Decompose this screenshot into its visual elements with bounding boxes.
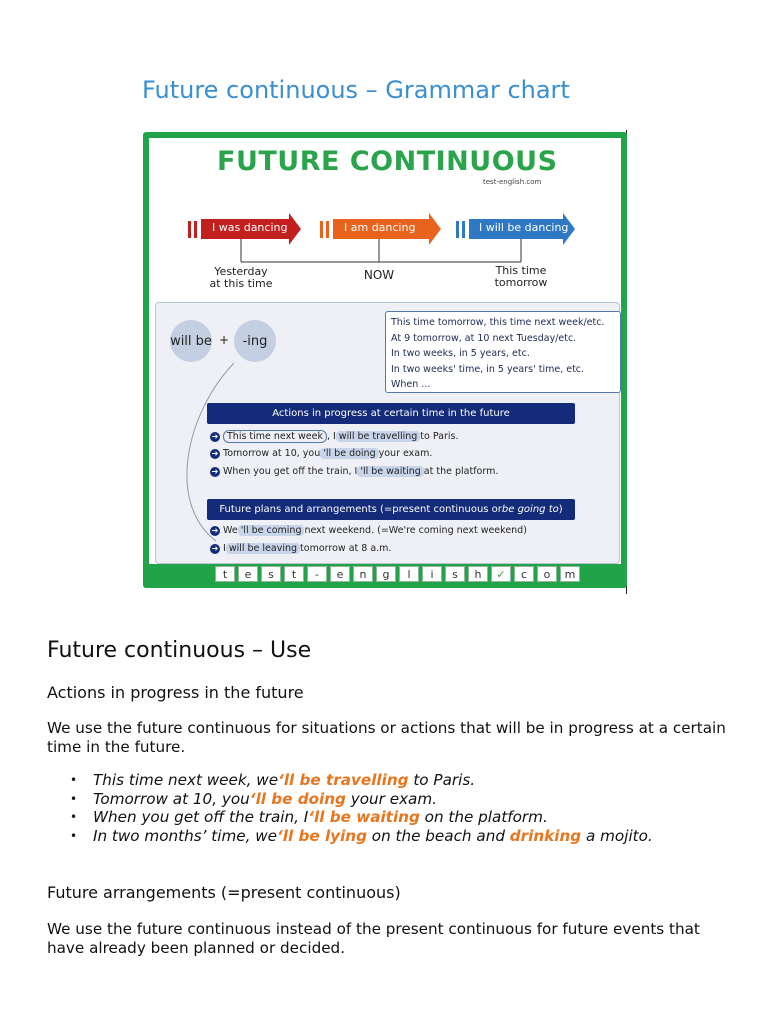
past-time-label: Yesterday at this time [209,265,273,290]
formula-will-be: will be [170,320,212,362]
time-expressions-box [385,311,621,393]
present-stripe [320,221,323,238]
time-expression: In two weeks' time, in 5 years' time, etc. [391,363,585,375]
example-row: ➔ This time next week , I will be travelling to Paris. [211,431,459,442]
time-expression: This time tomorrow, this time next week/etc. [391,317,605,328]
paragraph-progress: We use the future continuous for situations or actions that will be in progress at a certain time in the future. [47,719,726,756]
section1-title: Actions in progress at certain time in the future [207,403,575,424]
sub-heading-progress: Actions in progress in the future [47,683,304,702]
example-row: ➔ When you get off the train, I 'll be waiting at the platform. [211,466,499,477]
example-row: ➔ We 'll be coming next weekend. (=We're coming next weekend) [211,525,527,536]
brand-small: test-english.com [483,178,542,186]
chart-title: FUTURE CONTINUOUS [217,146,558,177]
future-stripe [462,221,465,238]
future-time-label: This time tomorrow [494,264,548,289]
brand-strip: t e s t - e n g l i s h ✓ c o m [215,566,580,582]
list-item: • This time next week, we‘ll be travelling to Paris. [70,771,710,790]
past-stripe [194,221,197,238]
paragraph-arrangements: We use the future continuous instead of the present continuous for future events that have already been planned or decided. [47,920,700,957]
page-title: Future continuous – Grammar chart [142,76,570,104]
example-row: ➔ I will be leaving tomorrow at 8 a.m. [211,543,392,554]
arrow-icon: ➔ [211,525,219,535]
arrow-icon: ➔ [211,543,219,553]
arrow-icon: ➔ [211,448,219,458]
use-heading: Future continuous – Use [47,638,312,663]
present-stripe [326,221,329,238]
usage-panel [155,302,620,564]
list-item: • Tomorrow at 10, you‘ll be doing your exam. [70,790,710,809]
example-list [70,771,710,845]
now-label: NOW [363,268,395,282]
arrow-icon: ➔ [211,466,219,476]
section2-title: Future plans and arrangements (=present continuous or be going to ) [207,499,575,520]
grammar-chart [143,132,627,588]
chart-body [149,138,621,564]
formula-plus: + [219,333,230,347]
formula-ing: -ing [234,320,276,362]
past-arrow-label: I was dancing [212,221,288,234]
list-item: • When you get off the train, I‘ll be waiting on the platform. [70,808,710,827]
list-item: • In two months’ time, we‘ll be lying on the beach and drinking a mojito. [70,827,710,846]
sub-heading-arrangements: Future arrangements (=present continuous) [47,883,401,902]
time-expression: In two weeks, in 5 years, etc. [391,348,530,359]
time-expression: When ... [391,379,431,390]
arrow-icon: ➔ [211,431,219,441]
future-arrow-label: I will be dancing [479,221,569,234]
present-arrow-label: I am dancing [344,221,416,234]
future-stripe [456,221,459,238]
past-stripe [188,221,191,238]
example-row: ➔ Tomorrow at 10, you 'll be doing your exam. [211,448,433,459]
time-expression: At 9 tomorrow, at 10 next Tuesday/etc. [391,332,577,344]
